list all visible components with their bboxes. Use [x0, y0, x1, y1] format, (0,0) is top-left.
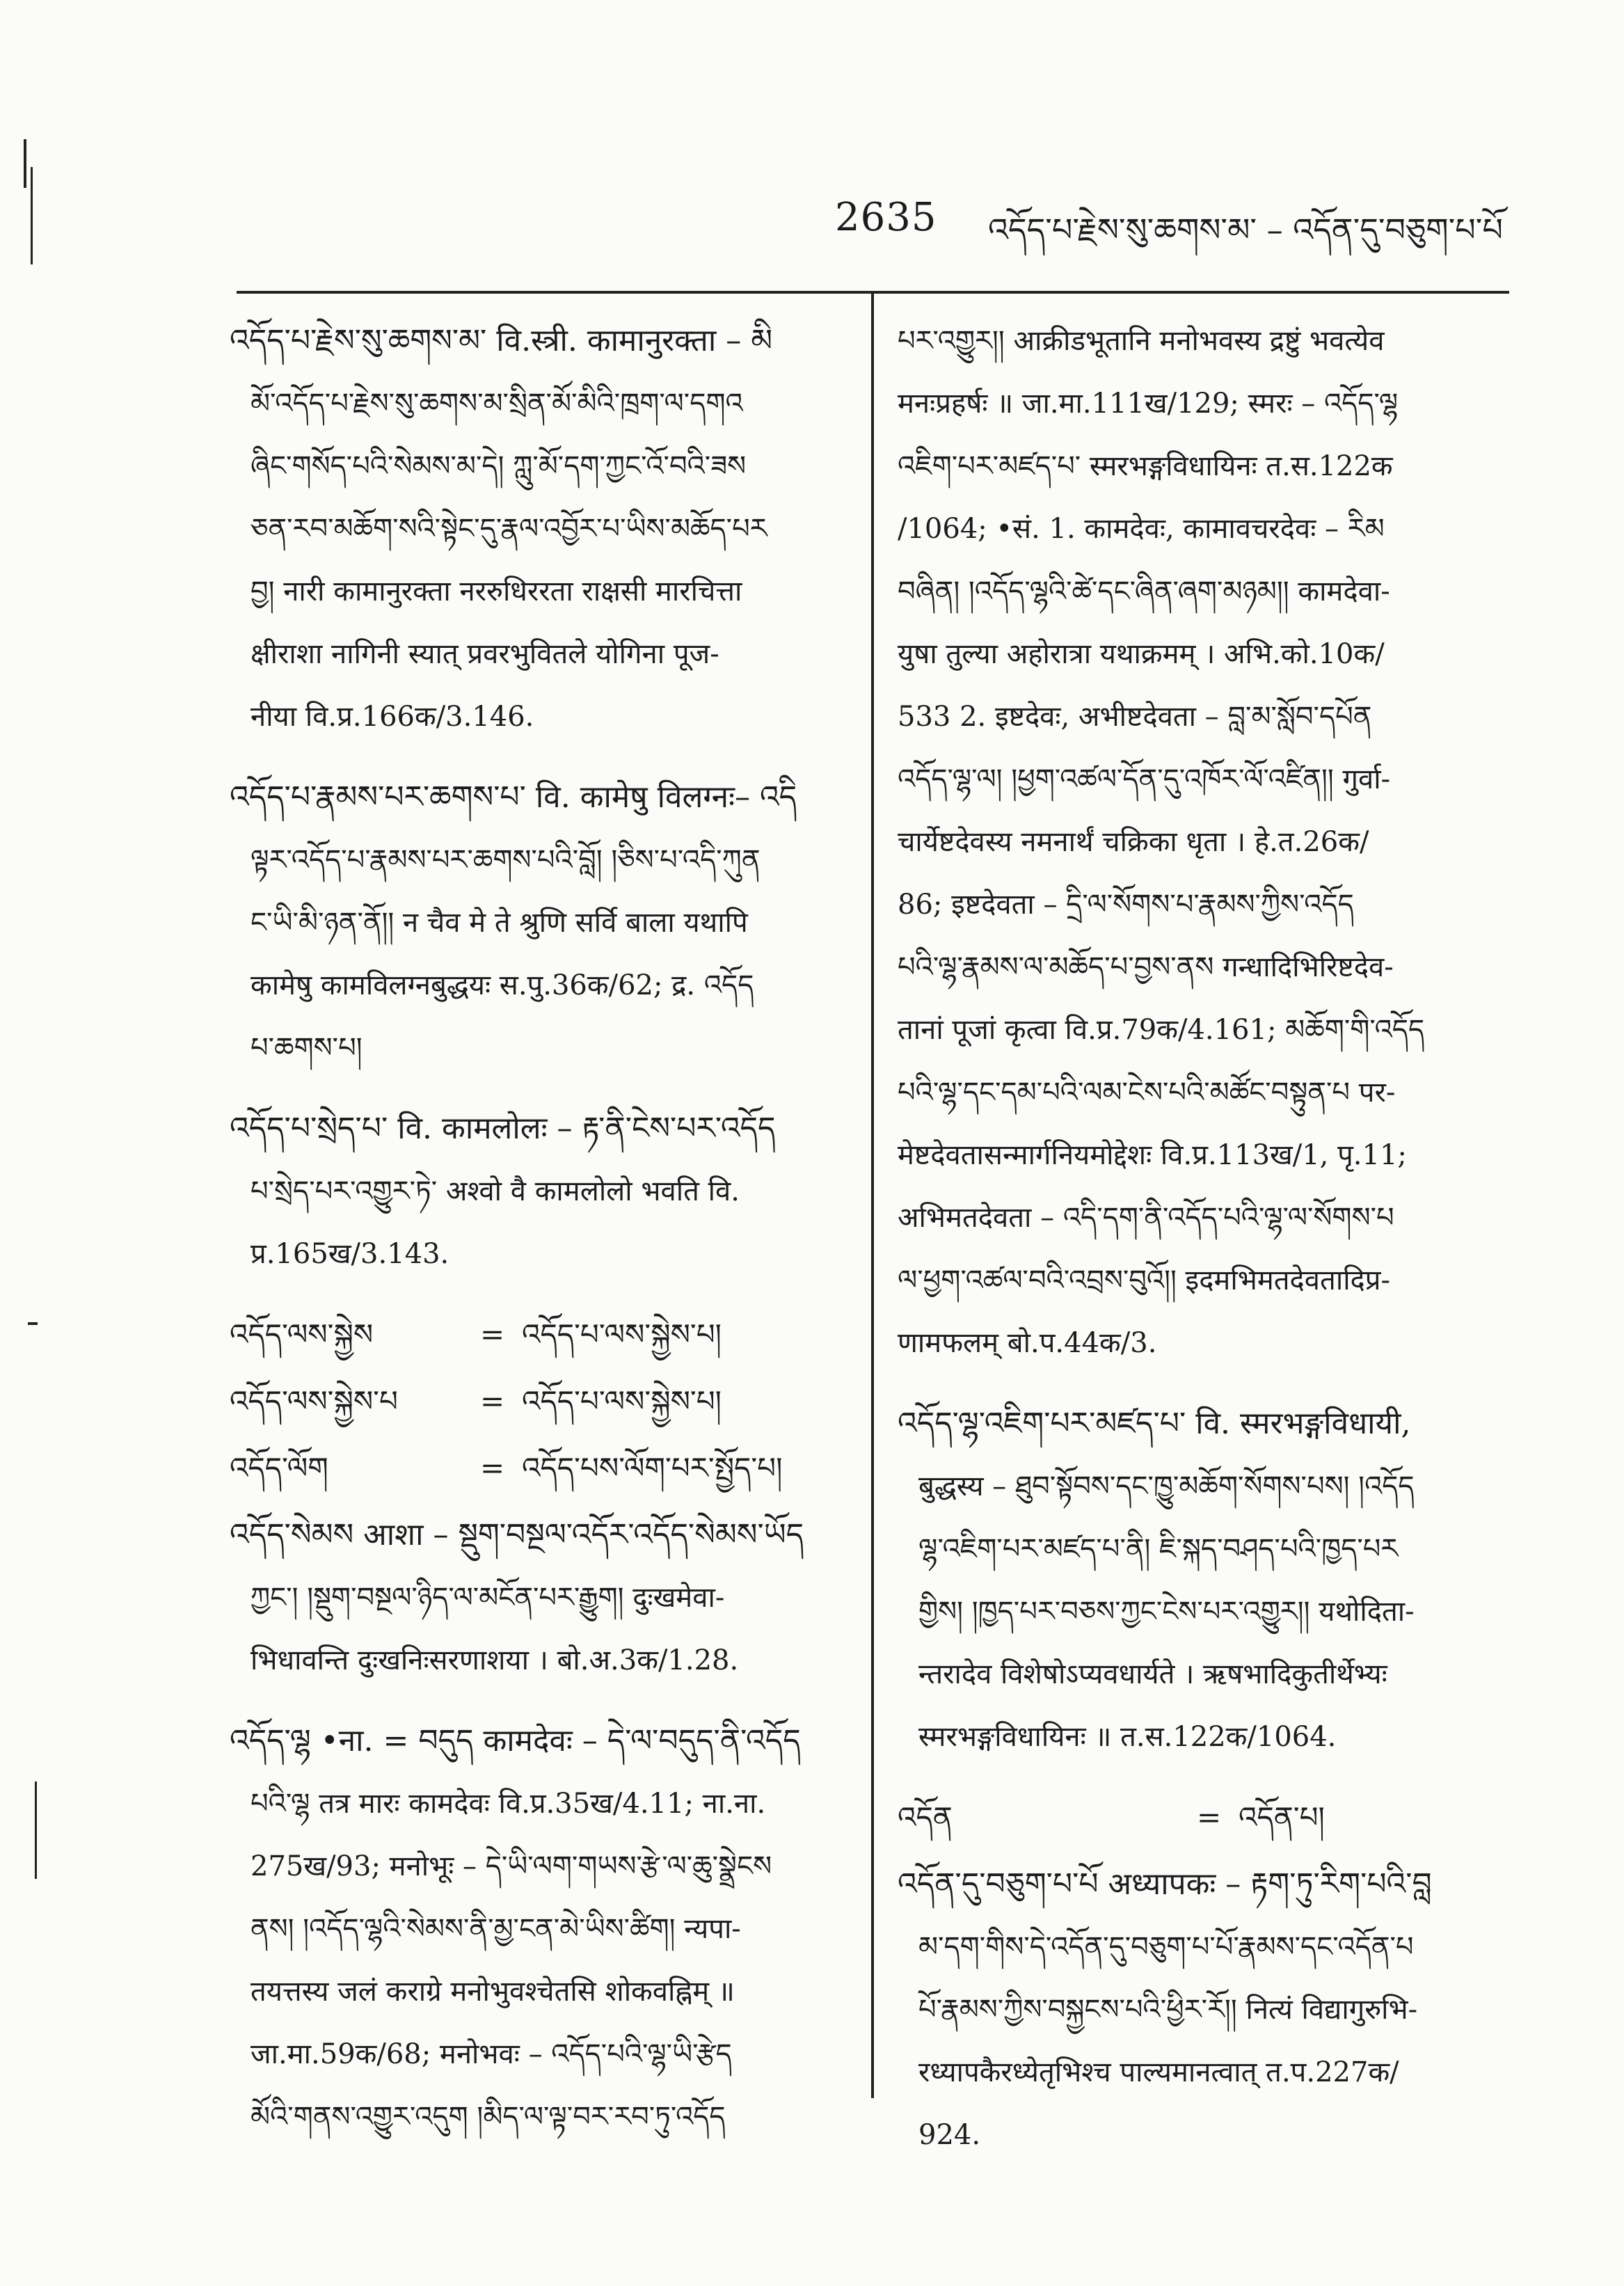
entry-line: འདོད་པ་སྲེད་པ་ वि. कामलोलः – རྟ་ནི་ངེས་པར་འདོད	[230, 1111, 776, 1146]
entry-line: नीया वि.प्र.166क/3.146.	[250, 701, 534, 733]
entry-line: པ་ཆགས་པ།	[250, 1032, 363, 1064]
entry-line: तयत्तस्य जलं कराग्रे मनोभुवश्चेतसि शोकवह्निम् ॥	[250, 1976, 735, 2008]
entry-line: मनःप्रहर्षः ॥ जा.मा.111ख/129; स्मरः – འདོད་ལྷ	[898, 388, 1399, 420]
entry-line: ལ་ཕྱག་འཚལ་བའི་འབྲས་བུའོ།། इदमभिमतदेवतादिप्र-	[898, 1264, 1391, 1296]
entry-line: अभिमतदेवता – འདི་དག་ནི་འདོད་པའི་ལྷ་ལ་སོགས་པ	[898, 1202, 1394, 1234]
entry-line: པའི་ལྷ་རྣམས་ལ་མཆོད་པ་བྱས་ནས गन्धादिभिरिष्टदेव-	[898, 951, 1394, 983]
dictionary-entry	[898, 1853, 1517, 2166]
entry-line: མ་དག་གིས་དེ་འདོན་དུ་བཅུག་པ་པོ་རྣམས་དང་འདོན་པ	[918, 1931, 1414, 1963]
entry-line: འདོད་སེམས आशा – སྡུག་བསྔལ་འདོར་འདོད་སེམས་ཡོད	[230, 1517, 804, 1553]
cross-reference	[230, 1437, 842, 1500]
entry-line: ནས། །འདོད་ལྷའི་སེམས་ནི་མྱ་ངན་མེ་ཡིས་ཚིག། न्यपा-	[250, 1913, 741, 1945]
entry-line: न्तरादेव विशेषोऽप्यवधार्यते । ऋषभादिकुतीर्थेभ्यः	[918, 1658, 1387, 1690]
xref-head: འདོད་ལས་སྐྱེས	[230, 1317, 374, 1351]
entry-line: क्षीराशा नागिनी स्यात् प्रवरभुवितले योगिना पूज-	[250, 638, 719, 670]
entry-line: ཀྱང་། །སྡུག་བསྔལ་ཉིད་ལ་མངོན་པར་རྒྱུག། दुःखमेवा-	[250, 1582, 725, 1614]
dictionary-entry	[230, 1097, 842, 1285]
entry-line: चार्येष्टदेवस्य नमनार्थं चक्रिका धृता । हे.त.26क/	[898, 826, 1369, 858]
entry-line: པའི་ལྷ तत्र मारः कामदेवः वि.प्र.35ख/4.11; ना.ना.	[250, 1788, 766, 1820]
entry-line: འཇིག་པར་མཛད་པ་ स्मरभङ्गविधायिनः त.स.122क	[898, 450, 1393, 482]
xref-target: འདོད་པས་ལོག་པར་སྤྱོད་པ།	[522, 1451, 783, 1485]
entry-line: འདོད་ལྷ་ལ། །ཕྱག་འཚལ་དོན་དུ་འཁོར་ལོ་འཛིན།། गुर्वा-	[898, 763, 1391, 795]
column-divider	[871, 292, 874, 2098]
cross-reference	[230, 1370, 842, 1433]
entry-line: ཅན་རབ་མཆོག་སའི་སྟེང་དུ་རྣལ་འབྱོར་པ་ཡིས་མཆོད་པར	[250, 513, 767, 545]
entry-line: भिधावन्ति दुःखनिःसरणाशया । बो.अ.3क/1.28.	[250, 1644, 739, 1676]
entry-line: པར་འགྱུར།། आक्रीडभूतानि मनोभवस्य द्रष्टुं भवत्येव	[898, 325, 1385, 357]
running-head: འདོད་པ་རྗེས་སུ་ཆགས་མ་ – འདོན་དུ་བཅུག་པ་པོ	[988, 211, 1503, 248]
xref-equals: =	[480, 1384, 505, 1418]
margin-mark-3	[35, 1781, 37, 1879]
xref-target: འདོན་པ།	[1239, 1800, 1325, 1834]
xref-head: འདོད་ལོག	[230, 1451, 328, 1485]
right-column	[898, 310, 1517, 2184]
dictionary-entry	[230, 1710, 842, 2148]
entry-line: कामेषु कामविलग्नबुद्धयः स.पु.36क/62; द्र. འདོད	[250, 969, 754, 1001]
xref-target: འདོད་པ་ལས་སྐྱེས་པ།	[522, 1384, 722, 1418]
page-header	[696, 188, 1513, 264]
entry-line: པ་སྲེད་པར་འགྱུར་ཏེ་ अश्वो वै कामलोलो भवति वि.	[250, 1175, 740, 1207]
dictionary-entry	[230, 310, 842, 748]
entry-line: ལྟར་འདོད་པ་རྣམས་པར་ཆགས་པའི་བློ། །ཅིས་པ་འདི་ཀུན	[250, 844, 761, 876]
entry-line: འདོད་ལྷ •ना. = བདུད कामदेवः – དེ་ལ་བདུད་ནི་འདོད	[230, 1723, 801, 1759]
margin-mark-2	[31, 167, 33, 264]
xref-equals: =	[480, 1317, 505, 1351]
entry-line: གྱིས། །ཁྱད་པར་བཅས་ཀྱང་ངེས་པར་འགྱུར།། यथोदिता-	[918, 1596, 1415, 1628]
entry-line: 924.	[918, 2119, 981, 2151]
dictionary-entry	[898, 1392, 1517, 1768]
entry-line: མོ་འདོད་པ་རྗེས་སུ་ཆགས་མ་སྲིན་མོ་མིའི་ཁྲག་ལ་དགའ	[250, 388, 743, 420]
entry-line: जा.मा.59क/68; मनोभवः – འདོད་པའི་ལྷ་ཡི་རྩེད	[250, 2038, 732, 2070]
dictionary-entry	[230, 766, 842, 1079]
entry-line: रध्यापकैरध्येतृभिश्च पाल्यमानत्वात् त.प.227क/	[918, 2056, 1399, 2088]
xref-head: འདོན	[898, 1800, 953, 1834]
entry-line: མོའི་གནས་འགྱུར་འདུག །མིད་ལ་ལྟ་བར་རབ་ཏུ་འདོད	[250, 2101, 726, 2133]
entry-line: /1064; •सं. 1. कामदेवः, कामावचरदेवः – རིམ	[898, 513, 1385, 545]
entry-line: ཞིང་གསོད་པའི་སེམས་མ་དེ། ཀླུ་མོ་དག་ཀྱང་འོ་བའི་ཟས	[250, 450, 747, 482]
entry-line: ང་ཡི་མི་ཉན་ནོ།། न चैव मे ते श्रुणि सर्वि बाला यथापि	[250, 907, 748, 939]
margin-mark-4	[28, 1322, 38, 1325]
entry-line: འདོད་པ་རྗེས་སུ་ཆགས་མ་ वि.स्त्री. कामानुरक्ता – མི	[230, 323, 773, 358]
cross-reference	[898, 1786, 1517, 1849]
left-column	[230, 310, 842, 2166]
entry-line: युषा तुल्या अहोरात्रा यथाक्रमम् । अभि.को.10क/	[898, 638, 1385, 670]
cross-reference	[230, 1303, 842, 1366]
entry-line: बुद्धस्य – ཐུབ་སྟོབས་དང་ཁྱུ་མཆོག་སོགས་པས། །འདོད	[918, 1470, 1415, 1502]
entry-line: པོ་རྣམས་ཀྱིས་བསྐྱངས་པའི་ཕྱིར་རོ།། नित्यं विद्यागुरुभि-	[918, 1994, 1418, 2026]
entry-line: འདོད་ལྷ་འཇིག་པར་མཛད་པ་ वि. स्मरभङ्गविधायी,	[898, 1406, 1411, 1441]
entry-line: 86; इष्टदेवता – དྲི་ལ་སོགས་པ་རྣམས་ཀྱིས་འདོད	[898, 889, 1354, 921]
dictionary-entry	[898, 310, 1517, 1374]
entry-line: བཞིན། །འདོད་ལྷའི་ཚེ་དང་ཞིན་ཞག་མཉམ།། कामदेवा-	[898, 576, 1390, 608]
xref-head: འདོད་ལས་སྐྱེས་པ	[230, 1384, 398, 1418]
entry-line: मेष्टदेवतासन्मार्गनियमोद्देशः वि.प्र.113ख/1, पृ.11;	[898, 1139, 1407, 1171]
xref-equals: =	[480, 1451, 505, 1485]
entry-line: བྱ། नारी कामानुरक्ता नररुधिररता राक्षसी मारचित्ता	[250, 576, 742, 608]
page-number: 2635	[835, 195, 937, 240]
xref-equals: =	[1197, 1800, 1222, 1834]
entry-line: प्र.165ख/3.143.	[250, 1238, 449, 1270]
entry-line: པའི་ལྷ་དང་དམ་པའི་ལམ་ངེས་པའི་མཚོང་བསྟུན་པ पर-	[898, 1077, 1396, 1109]
entry-line: 275ख/93; मनोभूः – དེ་ཡི་ལག་གཡས་རྩེ་ལ་ཆུ་སྣྲེངས	[250, 1850, 772, 1882]
entry-line: णामफलम् बो.प.44क/3.	[898, 1327, 1157, 1359]
entry-line: འདོན་དུ་བཅུག་པ་པོ अध्यापकः – རྟག་ཏུ་རིག་པའི་བླ	[898, 1866, 1432, 1902]
entry-line: स्मरभङ्गविधायिनः ॥ त.स.122क/1064.	[918, 1721, 1337, 1753]
entry-line: ལྷ་འཇིག་པར་མཛད་པ་ནི། ཇི་སྐད་བཤད་པའི་ཁྱད་པར	[918, 1533, 1399, 1565]
entry-line: འདོད་པ་རྣམས་པར་ཆགས་པ་ वि. कामेषु विलग्नः– འདི	[230, 779, 797, 815]
dictionary-entry	[230, 1504, 842, 1692]
margin-mark-1	[24, 139, 26, 188]
entry-line: तानां पूजां कृत्वा वि.प्र.79क/4.161; མཆོག་གི་འདོད	[898, 1014, 1425, 1046]
entry-line: 533 2. इष्टदेवः, अभीष्टदेवता – བླ་མ་སློབ་དཔོན	[898, 701, 1372, 733]
xref-target: འདོད་པ་ལས་སྐྱེས་པ།	[522, 1317, 722, 1351]
